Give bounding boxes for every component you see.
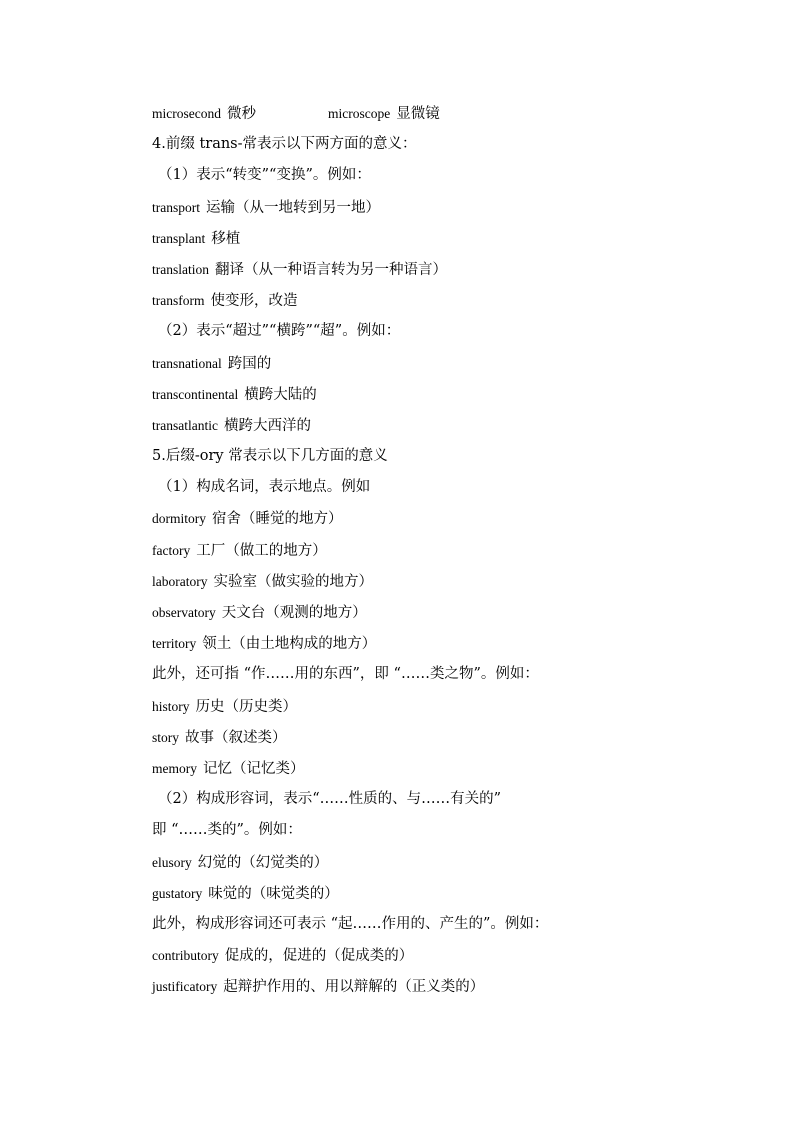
explanation-line (152, 815, 752, 846)
vocab-line (152, 971, 752, 1002)
vocab-line (152, 503, 752, 534)
chinese-meaning: 显微镜 (396, 106, 440, 122)
line-text: 此外，构成形容词还可表示 “起……作用的、产生的”。例如： (152, 915, 549, 932)
english-word: transport (152, 199, 200, 215)
chinese-meaning: 跨国的 (227, 355, 272, 372)
vocab-line (152, 192, 752, 223)
english-word: elusory (152, 854, 192, 870)
chinese-meaning: 横跨大陆的 (244, 386, 317, 403)
vocab-line (152, 628, 752, 659)
line-text: 4.前缀 trans-常表示以下两方面的意义： (152, 136, 417, 153)
chinese-meaning: 故事（叙述类） (185, 729, 287, 746)
chinese-meaning: 移植 (211, 230, 241, 247)
vocab-line (152, 753, 752, 784)
explanation-line (152, 441, 752, 472)
english-word: story (152, 729, 179, 745)
line-text: 5.后缀-ory 常表示以下几方面的意义 (152, 448, 388, 465)
chinese-meaning: 促成的，促进的（促成类的） (224, 948, 414, 965)
english-word: dormitory (152, 511, 206, 527)
vocab-pair-line (152, 98, 752, 129)
line-text: （2）构成形容词，表示“……性质的、与……有关的” (158, 791, 502, 808)
chinese-meaning: 天文台（观测的地方） (221, 605, 367, 621)
explanation-line (152, 129, 752, 160)
line-text: （2）表示“超过”“横跨”“超”。例如： (158, 323, 401, 340)
subheading-line (152, 316, 752, 347)
english-word: transcontinental (152, 386, 239, 402)
chinese-meaning: 宿舍（睡觉的地方） (212, 511, 343, 528)
english-word: contributory (152, 948, 219, 964)
chinese-meaning: 幻觉的（幻觉类的） (197, 854, 329, 871)
english-word: microsecond (152, 106, 221, 121)
line-text: 此外，还可指 “作……用的东西”，即 “……类之物”。例如： (152, 666, 539, 683)
english-word: laboratory (152, 573, 208, 589)
vocab-line (152, 254, 752, 285)
english-word: factory (152, 542, 191, 558)
english-word: microscope (327, 106, 391, 121)
document-body (152, 98, 752, 1002)
vocab-line (152, 940, 752, 971)
english-word: translation (152, 261, 209, 277)
vocab-line (152, 223, 752, 254)
vocab-line (152, 348, 752, 379)
subheading-line (152, 472, 752, 503)
english-word: transform (152, 293, 205, 309)
chinese-meaning: 使变形，改造 (210, 293, 298, 310)
line-text: （1）构成名词，表示地点。例如 (158, 479, 371, 496)
chinese-meaning: 实验室（做实验的地方） (213, 573, 373, 590)
vocab-line (152, 597, 752, 628)
explanation-line (152, 659, 752, 690)
vocab-line (152, 691, 752, 722)
chinese-meaning: 翻译（从一种语言转为另一种语言） (215, 261, 447, 278)
english-word: memory (152, 760, 197, 776)
english-word: history (152, 698, 190, 714)
vocab-line (152, 410, 752, 441)
english-word: territory (152, 636, 197, 652)
english-word: gustatory (152, 885, 203, 901)
line-text: （1）表示“转变”“变换”。例如： (158, 167, 371, 184)
english-word: transplant (152, 230, 206, 246)
english-word: justificatory (152, 979, 218, 995)
chinese-meaning: 运输（从一地转到另一地） (206, 199, 380, 216)
chinese-meaning: 历史（历史类） (195, 698, 298, 715)
vocab-line (152, 878, 752, 909)
english-word: observatory (152, 605, 216, 620)
vocab-line (152, 535, 752, 566)
line-text: 即 “……类的”。例如： (152, 822, 302, 839)
explanation-line (152, 909, 752, 940)
subheading-line (152, 784, 752, 815)
chinese-meaning: 工厂（做工的地方） (196, 542, 327, 559)
vocab-line (152, 847, 752, 878)
english-word: transnational (152, 355, 222, 371)
vocab-line (152, 566, 752, 597)
chinese-meaning: 微秒 (226, 106, 256, 122)
chinese-meaning: 味觉的（味觉类的） (208, 885, 339, 902)
chinese-meaning: 横跨大西洋的 (223, 417, 311, 434)
chinese-meaning: 记忆（记忆类） (203, 760, 305, 777)
subheading-line (152, 160, 752, 191)
vocab-line (152, 379, 752, 410)
vocab-line (152, 722, 752, 753)
chinese-meaning: 起辩护作用的、用以辩解的（正义类的） (223, 979, 485, 996)
vocab-line (152, 285, 752, 316)
english-word: transatlantic (152, 417, 218, 433)
chinese-meaning: 领土（由土地构成的地方） (202, 636, 377, 653)
